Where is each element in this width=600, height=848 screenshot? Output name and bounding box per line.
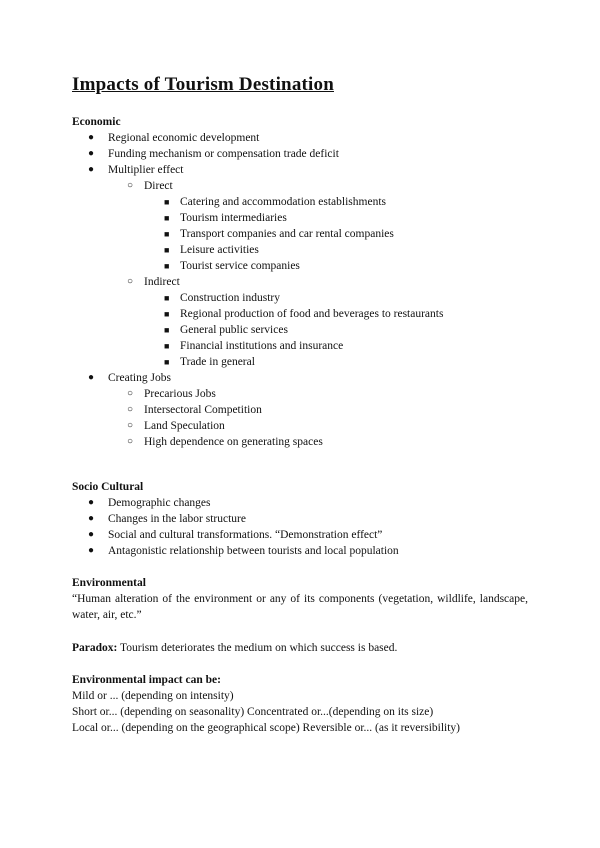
impact-line: Short or... (depending on seasonality) Concentrated or...(depending on its size): [72, 706, 434, 718]
square-bullet-icon: ■: [164, 245, 170, 255]
socio-cultural-heading: Socio Cultural: [72, 481, 144, 493]
list-item: ● Demographic changes: [88, 497, 211, 509]
environment-definition-quote: “Human alteration of the environment or any of its components (vegetation, wildlife, landscape, water, air, etc.”: [72, 593, 528, 621]
list-item: ○ High dependence on generating spaces: [127, 436, 323, 448]
list-item: ■ Tourist service companies: [164, 260, 300, 272]
filled-bullet-icon: ●: [88, 164, 95, 175]
page-title: Impacts of Tourism Destination: [72, 74, 334, 95]
environmental-impact-heading: Environmental impact can be:: [72, 674, 221, 686]
economic-list: [72, 130, 528, 450]
list-item: ■ General public services: [164, 324, 288, 336]
list-item: ■ Transport companies and car rental companies: [164, 228, 394, 240]
square-bullet-icon: ■: [164, 357, 170, 367]
square-bullet-icon: ■: [164, 213, 170, 223]
list-item: ○ Direct: [127, 180, 173, 192]
filled-bullet-icon: ●: [88, 529, 95, 540]
list-item: ■ Financial institutions and insurance: [164, 340, 344, 352]
filled-bullet-icon: ●: [88, 132, 95, 143]
filled-bullet-icon: ●: [88, 545, 95, 556]
list-item: ● Multiplier effect: [88, 164, 184, 176]
list-item: ■ Trade in general: [164, 356, 255, 368]
list-item: ○ Precarious Jobs: [127, 388, 216, 400]
square-bullet-icon: ■: [164, 309, 170, 319]
filled-bullet-icon: ●: [88, 513, 95, 524]
square-bullet-icon: ■: [164, 261, 170, 271]
list-item: ■ Regional production of food and beverages to restaurants: [164, 308, 444, 320]
hollow-bullet-icon: ○: [127, 180, 134, 191]
list-item: ■ Construction industry: [164, 292, 280, 304]
hollow-bullet-icon: ○: [127, 420, 134, 431]
paradox-text: Tourism deteriorates the medium on which success is based.: [117, 642, 398, 654]
economic-heading: Economic: [72, 116, 121, 128]
list-item: ○ Intersectoral Competition: [127, 404, 262, 416]
environmental-heading: Environmental: [72, 577, 146, 589]
list-item: ○ Land Speculation: [127, 420, 225, 432]
list-item: ○ Indirect: [127, 276, 180, 288]
list-item: ● Changes in the labor structure: [88, 513, 246, 525]
list-item: ■ Leisure activities: [164, 244, 259, 256]
filled-bullet-icon: ●: [88, 148, 95, 159]
economic-section: [72, 114, 528, 450]
filled-bullet-icon: ●: [88, 497, 95, 508]
environmental-impact-section: [72, 672, 528, 736]
square-bullet-icon: ■: [164, 293, 170, 303]
hollow-bullet-icon: ○: [127, 404, 134, 415]
impact-line: Mild or ... (depending on intensity): [72, 690, 234, 702]
socio-cultural-list: [72, 495, 528, 559]
list-item: ● Regional economic development: [88, 132, 260, 144]
hollow-bullet-icon: ○: [127, 388, 134, 399]
socio-cultural-section: [72, 479, 528, 559]
square-bullet-icon: ■: [164, 341, 170, 351]
list-item: ● Antagonistic relationship between tourists and local population: [88, 545, 399, 557]
square-bullet-icon: ■: [164, 197, 170, 207]
list-item: ■ Tourism intermediaries: [164, 212, 287, 224]
paradox-label: Paradox:: [72, 642, 118, 654]
impact-line: Local or... (depending on the geographical scope) Reversible or... (as it reversibility): [72, 722, 461, 734]
list-item: ● Social and cultural transformations. “Demonstration effect”: [88, 529, 383, 541]
paradox-paragraph: [72, 640, 528, 656]
list-item: ■ Catering and accommodation establishments: [164, 196, 386, 208]
filled-bullet-icon: ●: [88, 372, 95, 383]
environmental-section: [72, 575, 528, 623]
hollow-bullet-icon: ○: [127, 276, 134, 287]
square-bullet-icon: ■: [164, 325, 170, 335]
hollow-bullet-icon: ○: [127, 436, 134, 447]
list-item: ● Funding mechanism or compensation trade deficit: [88, 148, 339, 160]
list-item: ● Creating Jobs: [88, 372, 171, 384]
square-bullet-icon: ■: [164, 229, 170, 239]
